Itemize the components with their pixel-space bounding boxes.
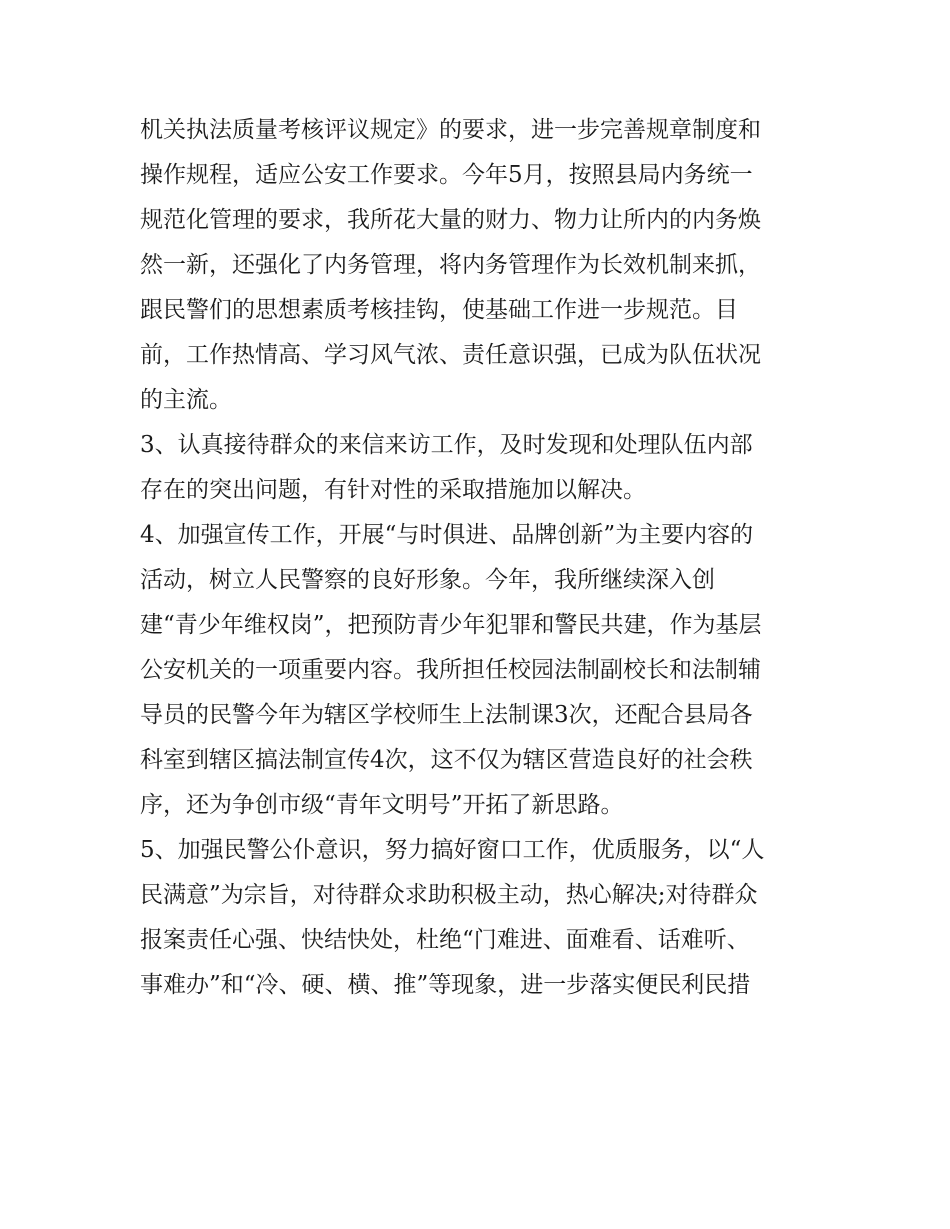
text-line: 5、加强民警公仆意识，努力搞好窗口工作，优质服务，以“人 (140, 837, 765, 863)
text-line: 科室到辖区搞法制宣传4次，这不仅为辖区营造良好的社会秩 (140, 747, 753, 773)
text-line: 规范化管理的要求，我所花大量的财力、物力让所内的内务焕 (140, 207, 761, 233)
text-line: 存在的突出问题，有针对性的采取措施加以解决。 (140, 477, 646, 503)
text-line: 然一新，还强化了内务管理，将内务管理作为长效机制来抓， (140, 252, 761, 278)
text-line: 建“青少年维权岗”，把预防青少年犯罪和警民共建，作为基层 (140, 612, 762, 638)
text-line: 4、加强宣传工作，开展“与时俱进、品牌创新”为主要内容的 (140, 522, 754, 548)
text-line: 前，工作热情高、学习风气浓、责任意识强，已成为队伍状况 (140, 342, 761, 368)
text-line: 跟民警们的思想素质考核挂钩，使基础工作进一步规范。目 (140, 297, 738, 323)
text-line: 活动，树立人民警察的良好形象。今年，我所继续深入创 (140, 567, 715, 593)
text-line: 的主流。 (140, 387, 232, 413)
text-line: 序，还为争创市级“青年文明号”开拓了新思路。 (140, 792, 624, 818)
text-line: 民满意”为宗旨，对待群众求助积极主动，热心解决;对待群众 (140, 882, 758, 908)
body-text (140, 108, 830, 1008)
text-line: 报案责任心强、快结快处，杜绝“门难进、面难看、话难听、 (140, 927, 750, 953)
text-line: 操作规程，适应公安工作要求。今年5月，按照县局内务统一 (140, 162, 753, 188)
text-line: 事难办”和“冷、硬、横、推”等现象，进一步落实便民利民措 (140, 972, 751, 998)
text-line: 机关执法质量考核评议规定》的要求，进一步完善规章制度和 (140, 117, 761, 143)
text-line: 公安机关的一项重要内容。我所担任校园法制副校长和法制辅 (140, 657, 761, 683)
text-line: 3、认真接待群众的来信来访工作，及时发现和处理队伍内部 (140, 432, 753, 458)
text-line: 导员的民警今年为辖区学校师生上法制课3次，还配合县局各 (140, 702, 753, 728)
